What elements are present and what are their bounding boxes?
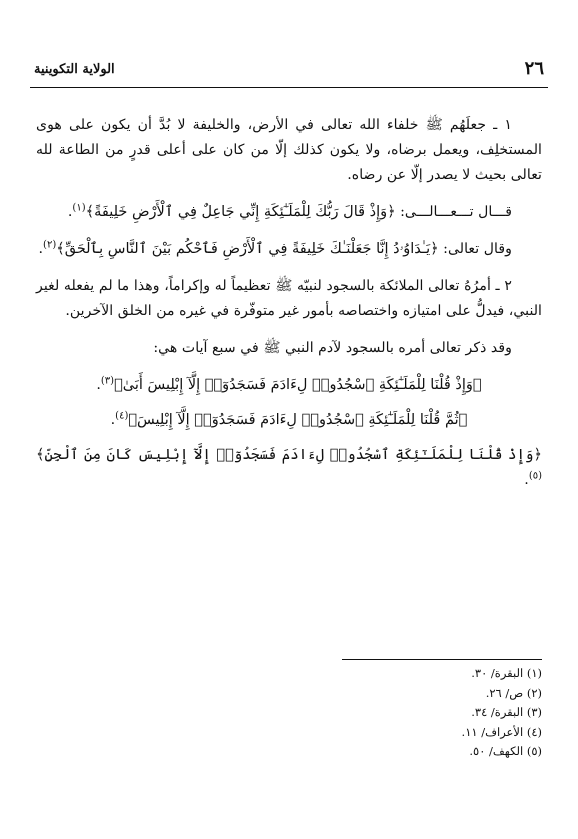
- header-rule: [30, 87, 548, 88]
- quran-verse-3: ﴿وَإِذْ قُلْنَا لِلْمَلَـٰٓئِكَةِ ٱسْجُدُوا۟ لِءَادَمَ فَسَجَدُوٓا۟ إِلَّآ إِبْلِيسَ كَانَ مِنَ ٱلْجِنِّ﴾$^{(٥)}$.: [36, 447, 542, 488]
- page-number: ٢٦: [524, 58, 544, 79]
- footnote: (١) البقرة/ ٣٠.: [471, 666, 542, 680]
- footnote: (٥) الكهف/ ٥٠.: [469, 744, 542, 758]
- footnote-ref: (٣): [100, 375, 115, 387]
- footnote-ref: (٥): [528, 470, 542, 482]
- quran-citation-1: قـــال تـــعـــالـــى: ﴿وَإِذْ قَالَ رَبُّكَ لِلْمَلَـٰٓئِكَةِ إِنِّي جَاعِلٌ فِي ٱلْأَرْضِ خَلِيفَةً﴾$^{(١)}$.: [67, 202, 512, 220]
- paragraph-1: ١ ـ جعلَهُم ﷺ خلفاء الله تعالى في الأرض، والخليفة لا بُدَّ أن يكون على هوى المستخلِف، ويعمل برضاه، ولا يكون كذلك إلّا من كان على أعلى قدرٍ من الطاعة لله تعالى بحيث لا يصدر إلّا عن رضاه.: [36, 117, 542, 183]
- footnote: (٢) ص/ ٢٦.: [485, 685, 542, 700]
- footnote: (٤) الأعراف/ ١١.: [461, 724, 542, 739]
- quran-citation-2: وقال تعالى: ﴿يَـٰدَاوُۥدُ إِنَّا جَعَلْنَـٰكَ خَلِيفَةً فِي ٱلْأَرْضِ فَٱحْكُم بَيْنَ ٱلنَّاسِ بِٱلْحَقِّ﴾$^{(٢)}$.: [38, 239, 512, 257]
- quran-verse-2: ﴿ثُمَّ قُلْنَا لِلْمَلَـٰٓئِكَةِ ٱسْجُدُوا۟ لِءَادَمَ فَسَجَدُوٓا۟ إِلَّآ إِبْلِيسَ﴾$^{(٤)}$.: [110, 410, 468, 428]
- paragraph-2: ٢ ـ أمرُهُ تعالى الملائكة بالسجود لنبيّه ﷺ تعظيماً له وإكراماً، وهذا ما لم يفعله لغير النبي، فيدلُّ على امتيازه واختصاصه بأمور غير متوفّرة في غيره من الخلق الآخرين.: [36, 278, 542, 319]
- quran-verse: ﴿يَـٰدَاوُۥدُ إِنَّا جَعَلْنَـٰكَ خَلِيفَةً فِي ٱلْأَرْضِ فَٱحْكُم بَيْنَ ٱلنَّاسِ بِٱلْحَقِّ﴾: [56, 241, 439, 257]
- footnote-ref: (٤): [115, 410, 129, 422]
- quran-verse: ﴿ثُمَّ قُلْنَا لِلْمَلَـٰٓئِكَةِ ٱسْجُدُوا۟ لِءَادَمَ فَسَجَدُوٓا۟ إِلَّآ إِبْلِيسَ﴾: [128, 412, 468, 428]
- quran-verse: ﴿وَإِذْ قُلْنَا لِلْمَلَـٰٓئِكَةِ ٱسْجُدُوا۟ لِءَادَمَ فَسَجَدُوٓا۟ إِلَّآ إِبْلِيسَ كَانَ مِنَ ٱلْجِنِّ﴾: [36, 447, 542, 463]
- footnote-separator: [342, 659, 542, 660]
- citation-intro: وقال تعالى:: [438, 241, 512, 257]
- footnotes: [262, 664, 542, 762]
- quran-verse: ﴿وَإِذْ قُلْنَا لِلْمَلَـٰٓئِكَةِ ٱسْجُدُوا۟ لِءَادَمَ فَسَجَدُوٓا۟ إِلَّآ إِبْلِيسَ أَبَىٰ﴾: [114, 377, 482, 393]
- running-title: الولاية التكوينية: [34, 62, 115, 77]
- footnote: (٣) البقرة/ ٣٤.: [471, 705, 542, 719]
- footnote-ref: (١): [72, 202, 86, 214]
- footnote-ref: (٢): [43, 239, 57, 251]
- quran-verse: ﴿وَإِذْ قَالَ رَبُّكَ لِلْمَلَـٰٓئِكَةِ إِنِّي جَاعِلٌ فِي ٱلْأَرْضِ خَلِيفَةً﴾: [85, 204, 396, 220]
- paragraph-3: وقد ذكر تعالى أمره بالسجود لآدم النبي ﷺ في سبع آيات هي:: [153, 340, 512, 356]
- page-header: [30, 56, 548, 86]
- citation-intro: قـــال تـــعـــالـــى:: [395, 204, 512, 220]
- quran-verse-1: ﴿وَإِذْ قُلْنَا لِلْمَلَـٰٓئِكَةِ ٱسْجُدُوا۟ لِءَادَمَ فَسَجَدُوٓا۟ إِلَّآ إِبْلِيسَ أَبَىٰ﴾$^{(٣)}$.: [96, 375, 482, 393]
- main-text: [36, 113, 542, 505]
